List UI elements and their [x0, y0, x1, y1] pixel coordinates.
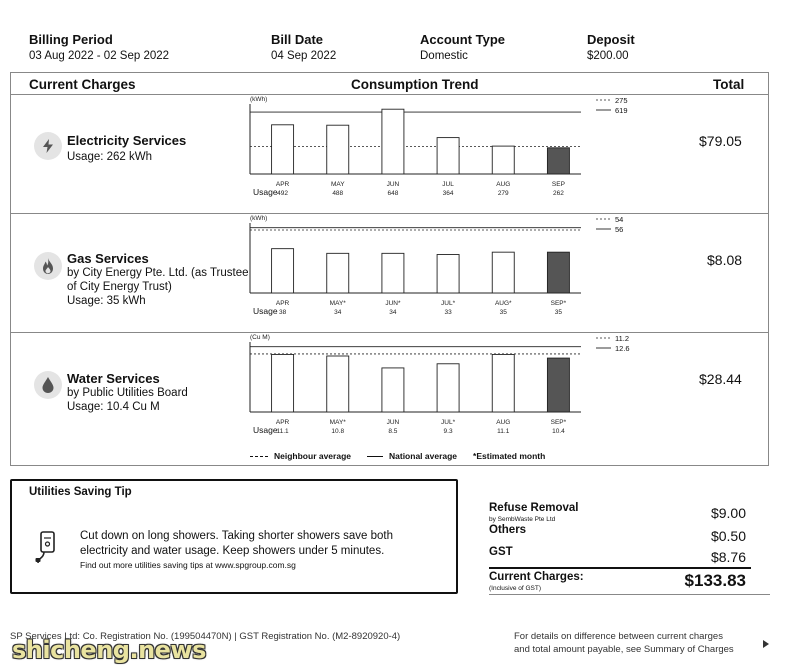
usage-value-label: 38 [278, 309, 287, 316]
consumption-trend-heading: Consumption Trend [351, 77, 479, 92]
chart-unit-label: (kWh) [250, 96, 268, 103]
month-label: AUG [496, 181, 511, 188]
month-label: APR [275, 419, 290, 426]
month-label: JUN [386, 181, 400, 188]
summary-note-line1: For details on difference between current charges [514, 631, 723, 642]
legend-estimated: *Estimated month [473, 451, 546, 461]
usage-value-label: 35 [554, 309, 563, 316]
bar-may [327, 125, 349, 174]
bar-aug [492, 354, 514, 412]
bar-apr [272, 249, 294, 293]
others-label: Others [489, 524, 527, 536]
bar-jun [382, 368, 404, 412]
neighbour-average-value: 54 [615, 215, 624, 224]
usage-value-label: 492 [277, 190, 289, 197]
usage-value-label: 262 [552, 190, 564, 197]
usage-row-label: Usage [253, 425, 278, 435]
national-average-value: 12.6 [615, 344, 630, 353]
electricity-usage: Usage: 262 kWh [67, 151, 153, 163]
chart-unit-label: (Cu M) [250, 334, 270, 341]
water-usage: Usage: 10.4 Cu M [67, 401, 160, 413]
refuse-removal-provider: by SembWaste Pte Ltd [489, 516, 556, 523]
water-amount: $28.44 [699, 371, 742, 387]
bar-sep [547, 358, 569, 412]
neighbour-average-value: 11.2 [615, 334, 630, 343]
gas-title: Gas Services [67, 251, 149, 266]
bar-may [327, 253, 349, 293]
month-label: JUL [442, 181, 454, 188]
bar-jun [382, 109, 404, 174]
month-label: JUL* [441, 300, 456, 307]
bar-jun [382, 253, 404, 293]
lightning-icon [34, 132, 62, 160]
month-label: APR [275, 300, 290, 307]
water-drop-icon [34, 371, 62, 399]
month-label: JUN [386, 419, 400, 426]
electricity-title: Electricity Services [67, 133, 187, 148]
month-label: MAY* [329, 419, 346, 426]
bar-jul [437, 364, 459, 412]
bar-apr [272, 354, 294, 412]
summary-divider [489, 567, 751, 569]
month-label: AUG* [494, 300, 512, 307]
usage-value-label: 364 [442, 190, 454, 197]
total-heading: Total [713, 77, 745, 92]
gas-amount: $8.08 [707, 252, 743, 268]
month-label: SEP* [550, 300, 567, 307]
usage-value-label: 11.1 [276, 428, 289, 435]
account-type-value: Domestic [420, 50, 468, 62]
chart-legend [250, 451, 545, 461]
billing-period-label: Billing Period [29, 32, 113, 47]
gas-usage: Usage: 35 kWh [67, 295, 146, 307]
usage-value-label: 9.3 [443, 428, 453, 435]
national-average-value: 56 [615, 225, 624, 234]
month-label: SEP* [550, 419, 567, 426]
billing-period-value: 03 Aug 2022 - 02 Sep 2022 [29, 50, 170, 62]
legend-national: National average [389, 451, 458, 461]
water-title: Water Services [67, 371, 160, 386]
national-line-swatch [367, 456, 383, 457]
flame-icon [34, 252, 62, 280]
legend-neighbour: Neighbour average [274, 451, 351, 461]
usage-value-label: 279 [497, 190, 509, 197]
water-subtitle: by Public Utilities Board [67, 387, 188, 399]
bar-aug [492, 146, 514, 174]
national-average-value: 619 [615, 106, 628, 115]
bar-apr [272, 125, 294, 174]
current-charges-heading: Current Charges [29, 77, 136, 92]
saving-tip-text: Cut down on long showers. Taking shorter showers save both electricity and water usage. Keep showers under 5 minutes. [80, 530, 394, 557]
usage-value-label: 34 [334, 309, 342, 316]
month-label: APR [275, 181, 290, 188]
saving-tip-link[interactable]: Find out more utilities saving tips at www.spgroup.com.sg [80, 560, 296, 570]
gst-label: GST [489, 546, 513, 558]
usage-value-label: 8.5 [388, 428, 398, 435]
usage-value-label: 10.4 [552, 428, 565, 435]
gas-subtitle: by City Energy Pte. Ltd. (as Trustee of City Energy Trust) [67, 267, 249, 293]
bill-date-label: Bill Date [271, 32, 324, 47]
bill-date-value: 04 Sep 2022 [271, 50, 337, 62]
arrow-right-icon [762, 636, 770, 654]
month-label: MAY [330, 181, 345, 188]
refuse-removal-amount: $9.00 [710, 505, 746, 521]
account-type-label: Account Type [420, 32, 505, 47]
bar-may [327, 356, 349, 412]
usage-value-label: 33 [444, 309, 452, 316]
usage-value-label: 648 [387, 190, 399, 197]
deposit-value: $200.00 [587, 50, 629, 62]
current-charges-amount: $133.83 [684, 571, 746, 590]
usage-row-label: Usage [253, 306, 278, 316]
others-amount: $0.50 [710, 528, 746, 544]
bar-jul [437, 138, 459, 174]
month-label: MAY* [329, 300, 346, 307]
gst-amount: $8.76 [710, 549, 746, 565]
chart-unit-label: (kWh) [250, 215, 268, 222]
bar-jul [437, 255, 459, 294]
usage-row-label: Usage [253, 187, 278, 197]
usage-value-label: 11.1 [497, 428, 510, 435]
gas-consumption-chart [245, 213, 640, 331]
saving-tip-title: Utilities Saving Tip [29, 486, 132, 498]
usage-value-label: 34 [389, 309, 397, 316]
electricity-consumption-chart [245, 94, 640, 212]
usage-value-label: 35 [499, 309, 507, 316]
electricity-amount: $79.05 [699, 133, 742, 149]
neighbour-average-value: 275 [615, 96, 628, 105]
water-consumption-chart [245, 332, 640, 450]
bar-sep [547, 148, 569, 174]
registration-info: SP Services Ltd: Co. Registration No. (199504470N) | GST Registration No. (M2-8920920-4) [10, 631, 401, 642]
month-label: JUN* [385, 300, 401, 307]
usage-value-label: 10.8 [331, 428, 345, 435]
month-label: AUG [496, 419, 511, 426]
watermark: shicheng.news [12, 636, 206, 664]
refuse-removal-label: Refuse Removal [489, 502, 579, 514]
month-label: SEP [551, 181, 565, 188]
deposit-label: Deposit [587, 32, 635, 47]
summary-note-line2: and total amount payable, see Summary of Charges [514, 644, 734, 655]
neighbour-line-swatch [250, 456, 268, 457]
current-charges-gst-note: (Inclusive of GST) [489, 585, 542, 592]
bar-aug [492, 252, 514, 293]
current-charges-label: Current Charges: [489, 571, 584, 583]
shower-heater-icon [34, 530, 60, 569]
usage-value-label: 488 [332, 190, 344, 197]
summary-bottom-line [489, 594, 770, 595]
bar-sep [547, 252, 569, 293]
month-label: JUL* [441, 419, 456, 426]
